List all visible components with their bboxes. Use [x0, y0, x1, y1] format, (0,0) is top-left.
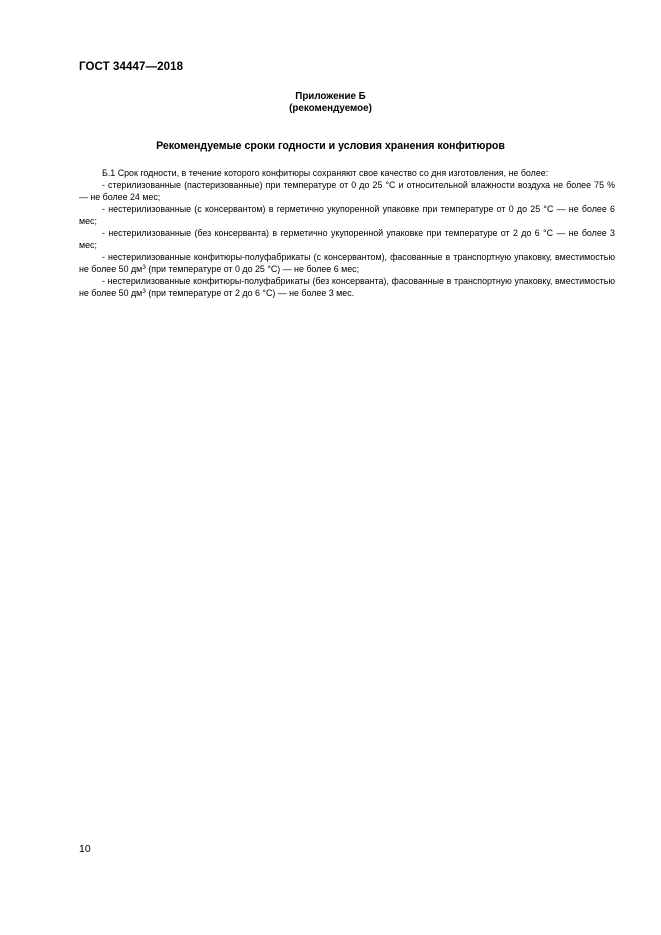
list-item	[79, 227, 615, 251]
standard-number: ГОСТ 34447—2018	[79, 61, 184, 73]
intro-paragraph: Б.1 Срок годности, в течение которого конфитюры сохраняют свое качество со дня изготовления, не более:	[102, 168, 549, 178]
page-number: 10	[79, 843, 91, 855]
list-item	[79, 203, 615, 227]
annex-title: Приложение Б	[295, 91, 366, 102]
list-item-text-continued: (при температуре от 2 до 6 °С) — не более 3 мес.	[145, 288, 355, 298]
section-title: Рекомендуемые сроки годности и условия хранения конфитюров	[156, 140, 505, 152]
body-text	[79, 167, 615, 299]
list-item	[79, 251, 615, 275]
annex-status: (рекомендуемое)	[289, 103, 372, 114]
list-item-text-continued: (при температуре от 0 до 25 °С) — не более 6 мес;	[145, 264, 360, 274]
list-item	[79, 275, 615, 299]
superscript-exponent: 3	[142, 288, 146, 295]
list-item-text: - нестерилизованные (с консервантом) в герметично укупоренной упаковке при температуре от 0 до 25 °С — не более 6 мес;	[79, 204, 615, 226]
list-item-text: - нестерилизованные (без консерванта) в герметично укупоренной упаковке при температуре от 2 до 6 °С — не более 3 мес;	[79, 228, 615, 250]
list-item-text: - нестерилизованные конфитюры-полуфабрикаты (с консервантом), фасованные в транспортную упаковку, вместимостью не более 50 дм	[79, 252, 615, 274]
superscript-exponent: 3	[142, 264, 146, 271]
annex-heading	[0, 91, 661, 115]
list-item-text: - стерилизованные (пастеризованные) при температуре от 0 до 25 °С и относительной влажности воздуха не более 75 % — не более 24 мес;	[79, 180, 615, 202]
list-item	[79, 179, 615, 203]
list-item-text: - нестерилизованные конфитюры-полуфабрикаты (без консерванта), фасованные в транспортную упаковку, вместимостью не более 50 дм	[79, 276, 615, 298]
